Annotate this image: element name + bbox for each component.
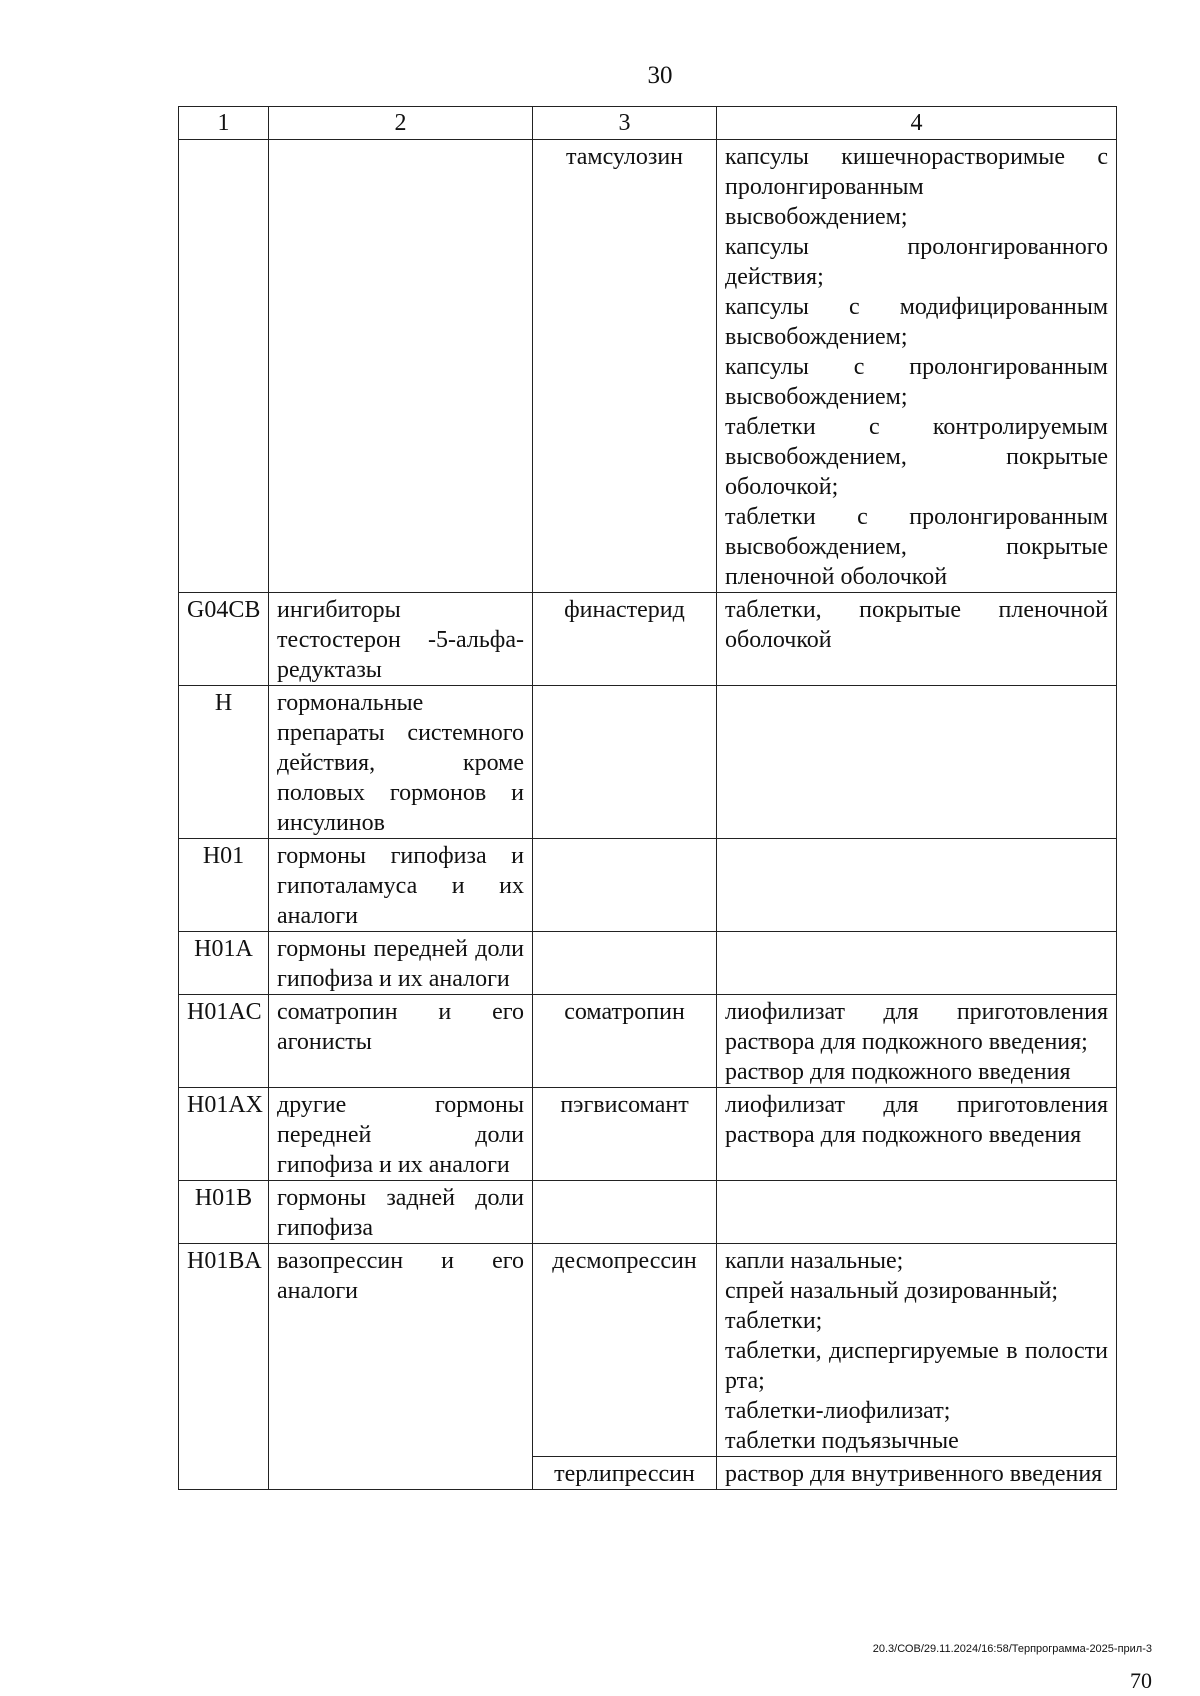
dosage-form: капсулы кишечнорастворимые с пролонгированным высвобождением; — [725, 144, 1108, 230]
dosage-forms-cell — [717, 839, 1117, 932]
drug-table — [178, 106, 1117, 1490]
pharmacological-group-cell — [269, 140, 533, 593]
table-row — [179, 1088, 1117, 1181]
atc-code-cell: H — [179, 686, 269, 839]
atc-code-cell: G04CB — [179, 593, 269, 686]
drug-name-cell — [533, 932, 717, 995]
dosage-form: капсулы пролонгированного действия; — [725, 234, 1108, 290]
column-header: 1 — [179, 107, 269, 140]
dosage-forms-cell — [717, 686, 1117, 839]
atc-code-cell: H01AC — [179, 995, 269, 1088]
dosage-form: таблетки подъязычные — [725, 1428, 959, 1454]
table-row — [179, 1181, 1117, 1244]
atc-code-cell: H01BA — [179, 1244, 269, 1490]
column-header: 3 — [533, 107, 717, 140]
column-header: 4 — [717, 107, 1117, 140]
dosage-form: таблетки, покрытые пленочной оболочкой — [725, 597, 1108, 653]
pharmacological-group-cell: гормональные препараты системного действия, кроме половых гормонов и инсулинов — [269, 686, 533, 839]
dosage-forms-cell — [717, 1244, 1117, 1457]
drug-name-cell — [533, 1181, 717, 1244]
atc-code-cell: H01A — [179, 932, 269, 995]
dosage-form: капсулы с модифицированным высвобождением; — [725, 294, 1108, 350]
dosage-forms-cell — [717, 140, 1117, 593]
dosage-forms-cell — [717, 593, 1117, 686]
table-row — [179, 1244, 1117, 1457]
dosage-form: таблетки с контролируемым высвобождением, покрытые оболочкой; — [725, 414, 1108, 500]
dosage-form: капсулы с пролонгированным высвобождением; — [725, 354, 1108, 410]
atc-code-cell: H01B — [179, 1181, 269, 1244]
dosage-forms-cell — [717, 1088, 1117, 1181]
pharmacological-group-cell: соматропин и его агонисты — [269, 995, 533, 1088]
dosage-forms-cell — [717, 1181, 1117, 1244]
column-header: 2 — [269, 107, 533, 140]
atc-code-cell — [179, 140, 269, 593]
dosage-form: лиофилизат для приготовления раствора для подкожного введения; — [725, 999, 1108, 1055]
dosage-forms-cell — [717, 1457, 1117, 1490]
drug-name-cell: терлипрессин — [533, 1457, 717, 1490]
pharmacological-group-cell: гормоны задней доли гипофиза — [269, 1181, 533, 1244]
dosage-form: капли назальные; — [725, 1248, 904, 1274]
dosage-form: таблетки; — [725, 1308, 823, 1334]
pharmacological-group-cell: гормоны передней доли гипофиза и их аналоги — [269, 932, 533, 995]
page-number-top: 30 — [647, 62, 673, 89]
table-body — [179, 140, 1117, 1490]
pharmacological-group-cell: вазопрессин и его аналоги — [269, 1244, 533, 1490]
dosage-form: спрей назальный дозированный; — [725, 1278, 1059, 1304]
pharmacological-group-cell: гормоны гипофиза и гипоталамуса и их аналоги — [269, 839, 533, 932]
atc-code-cell: H01 — [179, 839, 269, 932]
dosage-form: лиофилизат для приготовления раствора для подкожного введения — [725, 1092, 1108, 1148]
atc-code-cell: H01AX — [179, 1088, 269, 1181]
footer-document-code: 20.3/СОВ/29.11.2024/16:58/Терпрограмма-2025-прил-3 — [872, 1643, 1152, 1655]
dosage-form: таблетки с пролонгированным высвобождением, покрытые пленочной оболочкой — [725, 504, 1108, 590]
drug-name-cell — [533, 839, 717, 932]
table-header-row — [179, 107, 1117, 140]
drug-name-cell: пэгвисомант — [533, 1088, 717, 1181]
dosage-form: таблетки, диспергируемые в полости рта; — [725, 1338, 1108, 1394]
dosage-forms-cell — [717, 995, 1117, 1088]
dosage-form: раствор для подкожного введения — [725, 1059, 1071, 1085]
pharmacological-group-cell: другие гормоны передней доли гипофиза и их аналоги — [269, 1088, 533, 1181]
table-row — [179, 995, 1117, 1088]
drug-name-cell — [533, 686, 717, 839]
table-row — [179, 140, 1117, 593]
pharmacological-group-cell: ингибиторы тестостерон -5-альфа-редуктазы — [269, 593, 533, 686]
dosage-forms-cell — [717, 932, 1117, 995]
table-row — [179, 932, 1117, 995]
drug-name-cell: десмопрессин — [533, 1244, 717, 1457]
table-row — [179, 686, 1117, 839]
table-row — [179, 593, 1117, 686]
drug-name-cell: соматропин — [533, 995, 717, 1088]
drug-name-cell: тамсулозин — [533, 140, 717, 593]
table-row — [179, 839, 1117, 932]
dosage-form: таблетки-лиофилизат; — [725, 1398, 951, 1424]
dosage-form: раствор для внутривенного введения — [725, 1461, 1103, 1487]
page-number-bottom: 70 — [1130, 1668, 1152, 1693]
drug-name-cell: финастерид — [533, 593, 717, 686]
